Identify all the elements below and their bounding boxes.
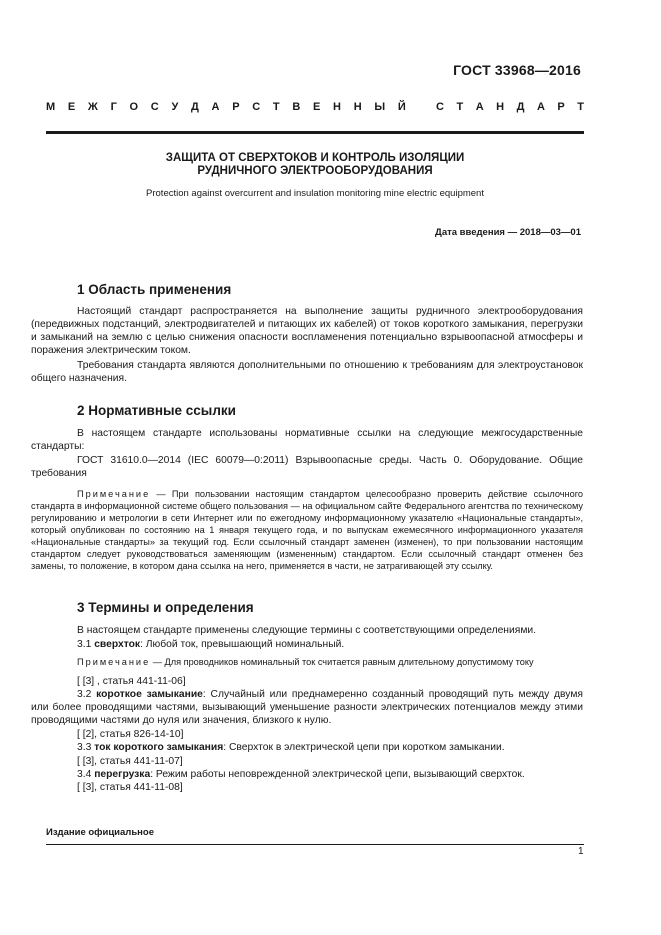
term-number: 3.2 — [77, 689, 97, 700]
banner-w1-letter: Д — [191, 101, 199, 113]
term-3-1-note — [77, 656, 534, 669]
term-definition: : Режим работы неповрежденной электрической цепи, вызывающий сверхток. — [150, 769, 525, 780]
banner-w1-letter: М — [46, 101, 56, 113]
banner-w1-letter: О — [129, 101, 139, 113]
term-name: короткое замыкание — [96, 689, 203, 700]
banner-w2-letter: Д — [516, 101, 525, 113]
note-text: — При пользовании настоящим стандартом целесообразно проверить действие ссылочного стандарта в информационной системе общего пользования — на официальном сайте Федерального агентства по техническому регулированию и метрологии в сети Интернет или по ежегодному информационному указателю «Национальные стандарты», который опубликован по состоянию на 1 января текущего года, и по выпускам ежемесячного информационного указателя «Национальные стандарты» за текущий год. Если ссылочный стандарт заменен (изменен), то при пользовании настоящим стандартом следует руководствоваться заменяющим (измененным) стандартом. Если ссылочный стандарт отменен без замены, то положение, в котором дана ссылка на него, применяется в части, не затрагивающей эту ссылку. — [31, 489, 583, 571]
standard-number: ГОСТ 33968—2016 — [453, 62, 581, 78]
banner-w2-letter: А — [536, 101, 545, 113]
term-3-2-source: [ [2], статья 826-14-10] — [77, 729, 184, 740]
banner-word-standard — [436, 101, 584, 113]
term-definition: : Любой ток, превышающий номинальный. — [140, 639, 345, 650]
introduction-date: Дата введения — 2018—03—01 — [435, 227, 581, 238]
banner-w1-letter: Т — [272, 101, 280, 113]
page-number: 1 — [578, 846, 584, 857]
term-3-2 — [31, 688, 583, 727]
note-label: Примечание — [77, 489, 151, 499]
banner-w1-letter: А — [211, 101, 220, 113]
term-3-1-source: [ [3] , статья 441-11-06] — [77, 676, 186, 687]
title-line-2: РУДНИЧНОГО ЭЛЕКТРООБОРУДОВАНИЯ — [197, 165, 433, 177]
section-2-reference: ГОСТ 31610.0—2014 (IEC 60079—0:2011) Взрывоопасные среды. Часть 0. Оборудование. Общие требования — [31, 455, 583, 479]
banner-w2-letter: С — [436, 101, 444, 113]
note-label: Примечание — [77, 657, 151, 667]
banner-w2-letter: Р — [557, 101, 565, 113]
banner-w1-letter: Н — [333, 101, 341, 113]
banner-w1-letter: Е — [67, 101, 76, 113]
term-definition: : Сверхток в электрической цепи при коротком замыкании. — [223, 742, 505, 753]
banner-w2-letter: Н — [496, 101, 505, 113]
footer-rule — [46, 844, 584, 845]
section-2-note — [31, 488, 583, 572]
banner-w1-letter: С — [252, 101, 261, 113]
term-definition: : Случайный или преднамеренно созданный проводящий путь между двумя или более проводящими частями, вызывающий уменьшение разности электрических потенциалов между этими проводящими частями до нуля или значения, близкого к нулю. — [31, 689, 583, 726]
term-3-1 — [77, 638, 344, 651]
section-2-paragraph-1: В настоящем стандарте использованы нормативные ссылки на следующие межгосударственные стандарты: — [31, 428, 583, 452]
official-edition-label: Издание официальное — [46, 827, 154, 838]
term-3-4 — [77, 768, 525, 781]
section-1-paragraph-1: Настоящий стандарт распространяется на выполнение защиты рудничного электрооборудования (передвижных подстанций, электродвигателей и питающих их кабелей) от токов короткого замыкания, перегрузки и замыканий на землю с целью снижения опасности воспламенения потенциально взрывоопасной атмосферы и поражения электрическим током. — [31, 306, 583, 356]
banner-w1-letter: С — [150, 101, 159, 113]
banner-w2-letter: Т — [577, 101, 584, 113]
banner-w1-letter: Ы — [374, 101, 386, 113]
title-line-1: ЗАЩИТА ОТ СВЕРХТОКОВ И КОНТРОЛЬ ИЗОЛЯЦИИ — [165, 152, 465, 164]
banner-w1-letter: У — [171, 101, 179, 113]
banner-word-interstate — [46, 101, 406, 113]
banner-w1-letter: Е — [313, 101, 321, 113]
term-number: 3.1 — [77, 639, 95, 650]
term-name: перегрузка — [94, 769, 151, 780]
note-text: — Для проводников номинальный ток считается равным длительному допустимому току — [150, 657, 534, 667]
term-3-3 — [77, 741, 505, 754]
english-title: Protection against overcurrent and insulation monitoring mine electric equipment — [146, 188, 484, 199]
term-3-3-source: [ [3], статья 441-11-07] — [77, 756, 183, 767]
banner-w1-letter: В — [292, 101, 301, 113]
banner-w2-letter: А — [475, 101, 484, 113]
section-1-heading: 1 Область применения — [77, 282, 232, 297]
term-number: 3.3 — [77, 742, 95, 753]
term-3-4-source: [ [3], статья 441-11-08] — [77, 782, 183, 793]
banner-w1-letter: Ж — [87, 101, 98, 113]
banner-w1-letter: Н — [353, 101, 362, 113]
banner-w1-letter: Й — [397, 101, 406, 113]
term-number: 3.4 — [77, 769, 95, 780]
section-2-heading: 2 Нормативные ссылки — [77, 403, 236, 418]
header-rule — [46, 131, 584, 134]
section-3-heading: 3 Термины и определения — [77, 600, 254, 615]
term-name: ток короткого замыкания — [94, 742, 224, 753]
interstate-standard-banner — [46, 101, 584, 113]
section-3-intro: В настоящем стандарте применены следующие термины с соответствующими определениями. — [77, 625, 537, 636]
banner-w2-letter: Т — [456, 101, 464, 113]
document-title — [46, 152, 584, 178]
banner-w1-letter: Г — [110, 101, 117, 113]
banner-w1-letter: Р — [232, 101, 240, 113]
term-name: сверхток — [94, 639, 141, 650]
section-1-paragraph-2: Требования стандарта являются дополнительными по отношению к требованиям для электроустановок общего назначения. — [31, 360, 583, 384]
